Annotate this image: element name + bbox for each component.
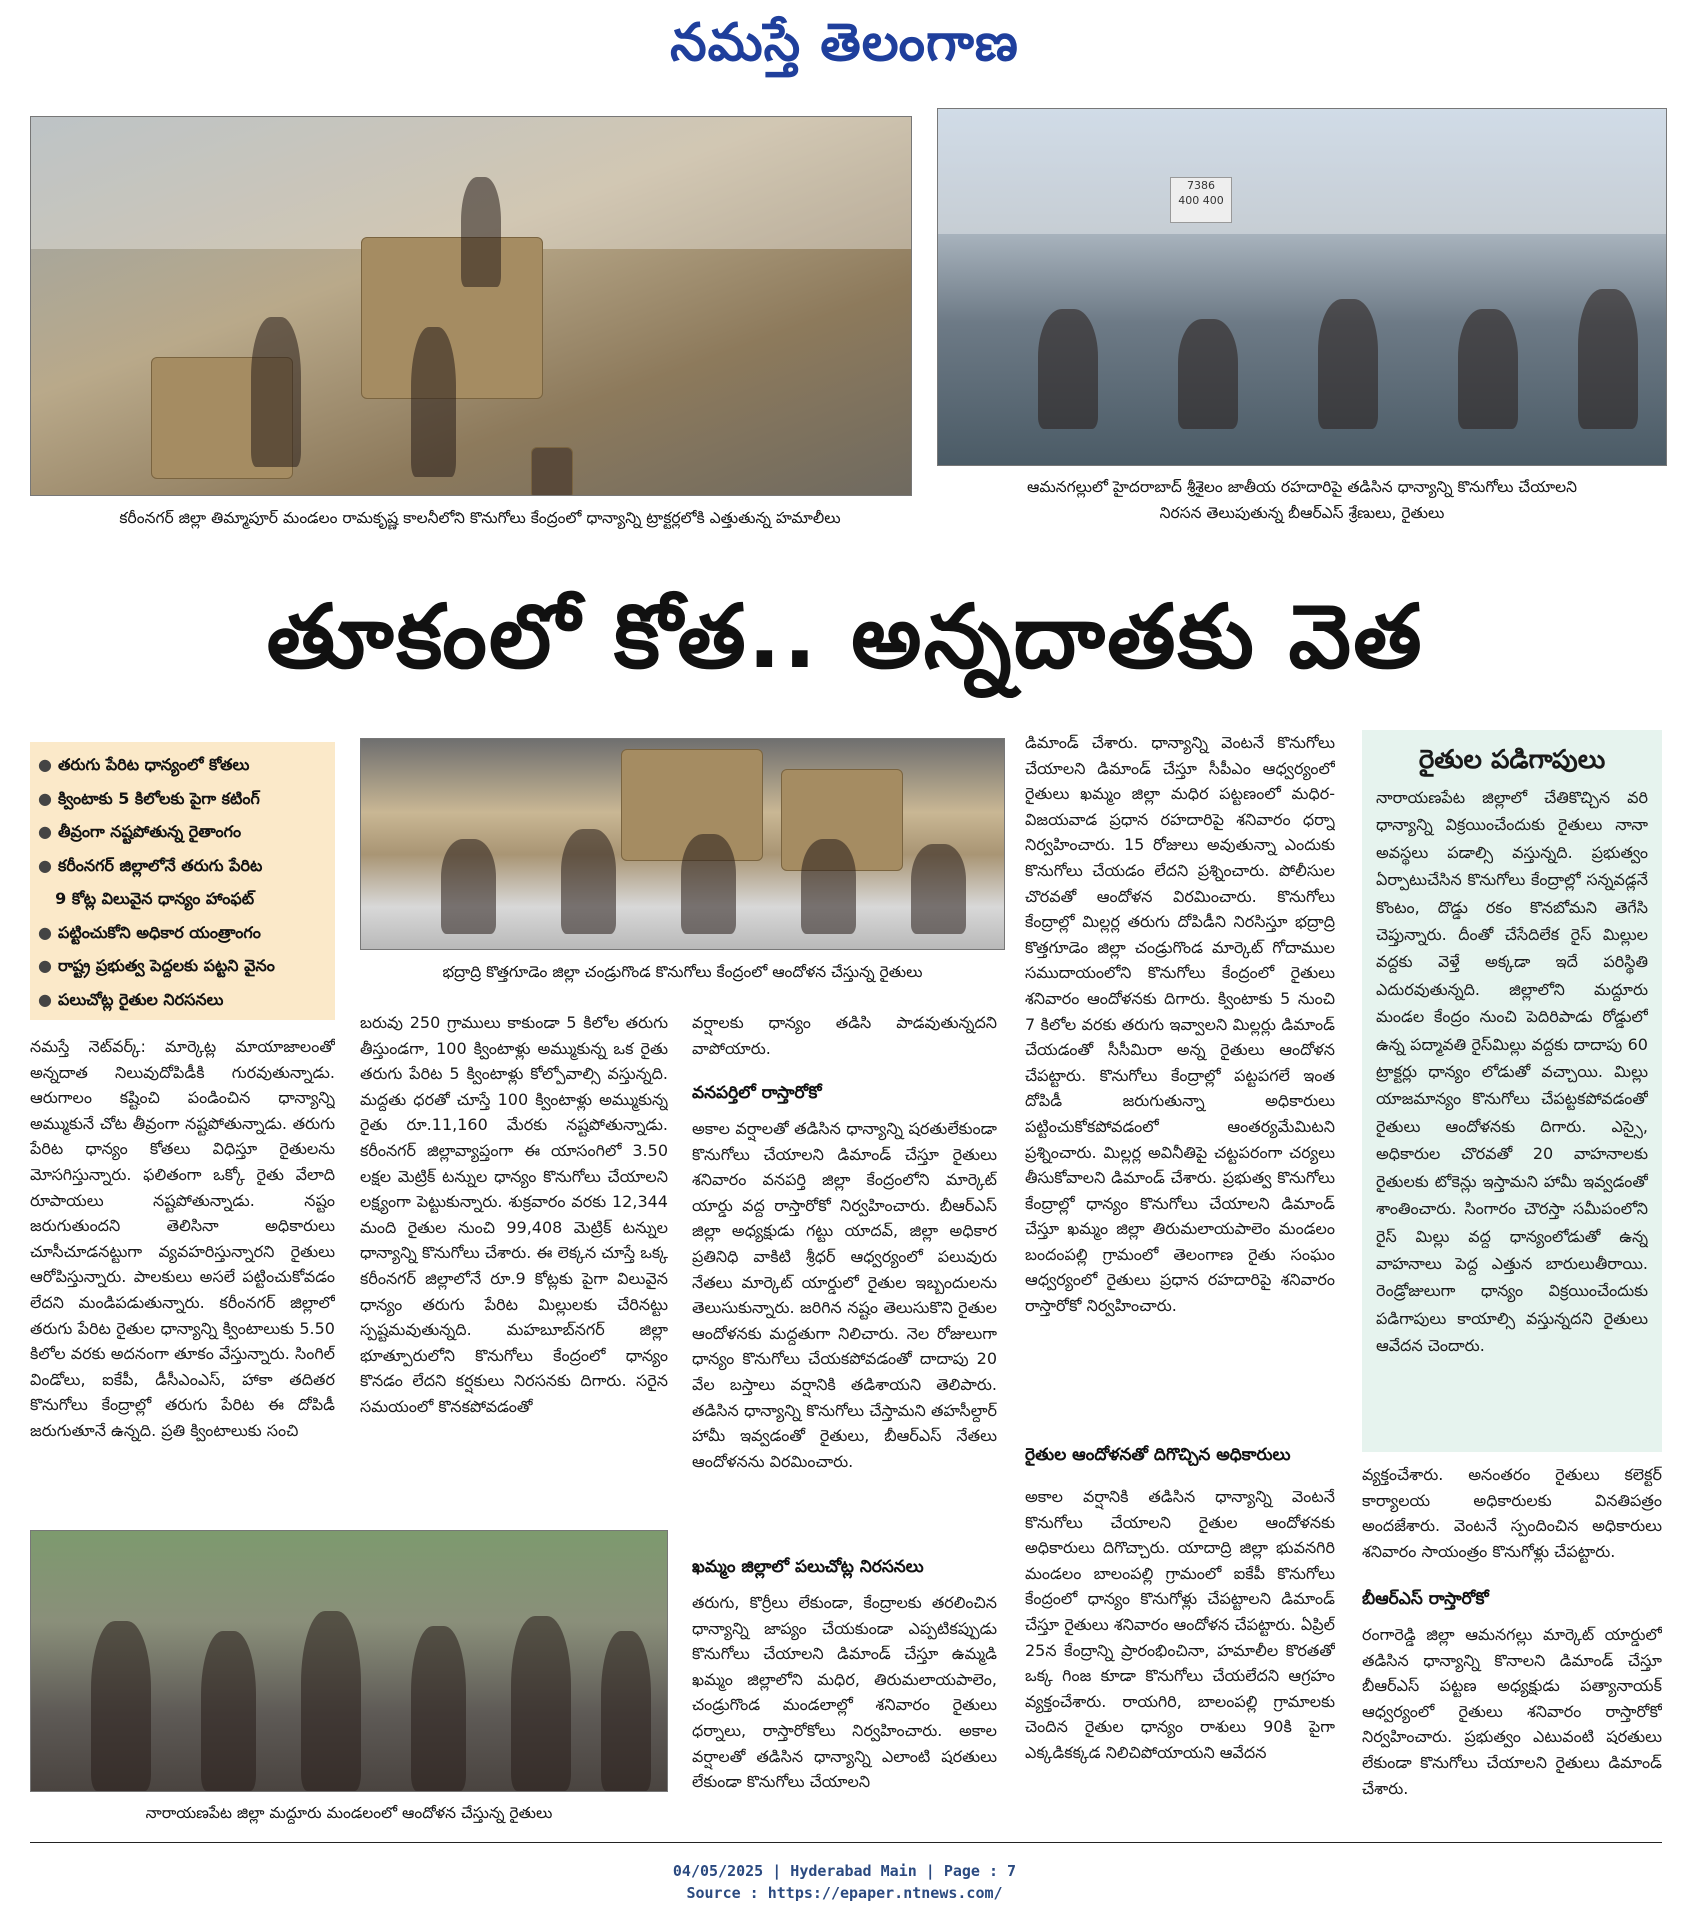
billboard-text-2: 400 400 — [1178, 194, 1224, 207]
highlight-item: ● క్వింటాకు 5 కిలోలకు పైగా కటింగ్ — [38, 788, 260, 808]
sidebar-text: నారాయణపేట జిల్లాలో చేతికొచ్చిన వరి ధాన్యాన్ని విక్రయించేందుకు రైతులు నానా అవస్థలు పడాల్సి వస్తున్నది. ప్రభుత్వం ఏర్పాటుచేసిన కొనుగోలు కేంద్రాల్లో సన్నవడ్లనే కొంటం, దొడ్డు రకం కొనబోమని తెగేసి చెప్తున్నారు. దీంతో చేసేదిలేక రైస్ మిల్లుల వద్దకు వెళ్తే అక్కడా ఇదే పరిస్థితి ఎదురవుతున్నది. జిల్లాలోని మద్దూరు మండల కేంద్రం నుంచి పెదిరిపాడు రోడ్డులో ఉన్న పద్మావతి రైస్‌మిల్లు వద్దకు దాదాపు 60 ట్రాక్టర్లు ధాన్యం లోడుతో వచ్చాయి. మిల్లు యాజమాన్యం కొనుగోలు చేపట్టకపోవడంతో రైతులు ఆందోళనకు దిగారు. ఎస్సై, అధికారుల చొరవతో 20 వాహనాలకు రైతులకు టోకెన్లు ఇస్తామని హామీ ఇవ్వడంతో శాంతించారు. సింగారం చౌరస్తా సమీపంలోని రైస్ మిల్లు వద్ద ధాన్యంలోడుతో ఉన్న వాహనాలు పెద్ద ఎత్తున బారులుతీరాయి. రెండ్రోజులుగా ధాన్యం విక్రయించేందుకు పడిగాపులు కాయాల్సి వస్తున్నదని రైతులు ఆవేదన చెందారు. — [1376, 788, 1648, 1356]
photo-caption-top-left: కరీంనగర్ జిల్లా తిమ్మాపూర్ మండలం రామకృష్ణ కాలనీలోని కొనుగోలు కేంద్రంలో ధాన్యాన్ని ట్రాక్టర్లలోకి ఎత్తుతున్న హమాలీలు — [119, 509, 841, 527]
photo-highway-protest — [937, 108, 1667, 466]
article-column-5-body: రంగారెడ్డి జిల్లా ఆమనగల్లు మార్కెట్ యార్డులో తడిసిన ధాన్యాన్ని కొనాలని డిమాండ్ చేస్తూ బీఆర్ఎస్ పట్టణ అధ్యక్షుడు పత్యానాయక్ ఆధ్వర్యంలో రైతులు శనివారం రాస్తారోకో నిర్వహించారు. ప్రభుత్వం ఎటువంటి షరతులు లేకుండా కొనుగోలు చేయాలని రైతులు డిమాండ్ చేశారు. — [1362, 1625, 1662, 1798]
article-column-3-intro: వర్షాలకు ధాన్యం తడిసి పాడవుతున్నదని వాపోయారు. — [692, 1013, 997, 1058]
highlight-item: ● తీవ్రంగా నష్టపోతున్న రైతాంగం — [38, 822, 242, 841]
article-column-2: బరువు 250 గ్రాములు కాకుండా 5 కిలోల తరుగు తీస్తుండగా, 100 క్వింటాళ్లు అమ్ముకున్న ఒక రైతు తరుగు పేరిట 5 క్వింటాళ్లు కోల్పోవాల్సి వస్తున్నది. మద్దతు ధరతో చూస్తే 100 క్వింటాళ్లు అమ్ముకున్న రైతు రూ.11,160 మేరకు నష్టపోతున్నాడు. కరీంనగర్ జిల్లావ్యాప్తంగా ఈ యాసంగిలో 3.50 లక్షల మెట్రిక్ టన్నుల ధాన్యం కొనుగోలు చేయాలని లక్ష్యంగా పెట్టుకున్నారు. శుక్రవారం వరకు 12,344 మంది రైతుల నుంచి 99,408 మెట్రిక్ టన్నుల ధాన్యాన్ని కొనుగోలు చేశారు. ఈ లెక్కన చూస్తే ఒక్క కరీంనగర్ జిల్లాలోనే రూ.9 కోట్లకు పైగా విలువైన ధాన్యం తరుగు పేరిట మిల్లులకు చేరినట్టు స్పష్టమవుతున్నది. మహబూబ్‌నగర్ జిల్లా భూత్పూరులోని కొనుగోలు కేంద్రంలో ధాన్యం కొనడం లేదని కర్షకులు నిరసనకు దిగారు. సరైన సమయంలో కొనకపోవడంతో — [360, 1013, 668, 1416]
article-column-1: నమస్తే నెట్‌వర్క్: మార్కెట్ల మాయాజాలంతో అన్నదాత నిలువుదోపిడీకి గురవుతున్నాడు. ఆరుగాలం కష్టించి పండించిన ధాన్యాన్ని అమ్ముకునే చోట తీవ్రంగా నష్టపోతున్నాడు. తరుగు పేరిట ధాన్యం కోతలు విధిస్తూ రైతులను మోసగిస్తున్నారు. ఫలితంగా ఒక్కో రైతు వేలాది రూపాయలు నష్టపోతున్నాడు. నష్టం జరుగుతుందని తెలిసినా అధికారులు చూసీచూడనట్టుగా వ్యవహరిస్తున్నారని రైతులు ఆరోపిస్తున్నారు. పాలకులు అసలే పట్టించుకోవడం లేదని మండిపడుతున్నారు. కరీంనగర్ జిల్లాలో తరుగు పేరిట రైతుల ధాన్యాన్ని క్వింటాలుకు 5.50 కిలోల వరకు అదనంగా తూకం వేస్తున్నారు. సింగిల్ విండోలు, ఐకేపీ, డీసీఎంఎస్, హాకా తదితర కొనుగోలు కేంద్రాల్లో తరుగు పేరిట ఈ దోపిడీ జరుగుతూనే ఉన్నది. ప్రతి క్వింటాలుకు సంచి — [30, 1037, 335, 1440]
subheading-officials-respond: రైతుల ఆందోళనతో దిగొచ్చిన అధికారులు — [1025, 1445, 1291, 1465]
highlight-item: ● రాష్ట్ర ప్రభుత్వ పెద్దలకు పట్టని వైనం — [38, 956, 275, 975]
article-column-3-body: అకాల వర్షాలతో తడిసిన ధాన్యాన్ని షరతులేకుండా కొనుగోలు చేయాలని డిమాండ్ చేస్తూ రైతులు శనివారం వనపర్తి జిల్లా కేంద్రంలోని మార్కెట్ యార్డు వద్ద రాస్తారోకో నిర్వహించారు. బీఆర్ఎస్ జిల్లా అధ్యక్షుడు గట్టు యాదవ్, జిల్లా అధికార ప్రతినిధి వాకిటి శ్రీధర్ ఆధ్వర్యంలో పలువురు నేతలు మార్కెట్ యార్డులో రైతుల ఇబ్బందులను తెలుసుకున్నారు. జరిగిన నష్టం తెలుసుకొని రైతుల ఆందోళనకు మద్దతుగా నిలిచారు. నెల రోజులుగా ధాన్యం కొనుగోలు చేయకపోవడంతో దాదాపు 20 వేల బస్తాలు వర్షానికి తడిశాయని తెలిపారు. తడిసిన ధాన్యాన్ని కొనుగోలు చేస్తామని తహసీల్దార్ హామీ ఇవ్వడంతో రైతులు, బీఆర్ఎస్ నేతలు ఆందోళనను విరమించారు. — [692, 1119, 997, 1471]
footer-source-link[interactable]: Source : https://epaper.ntnews.com/ — [686, 1884, 1003, 1902]
masthead: నమస్తే తెలంగాణ — [670, 12, 1019, 73]
highlight-item: ● తరుగు పేరిట ధాన్యంలో కోతలు — [38, 755, 250, 774]
highlights-box — [30, 742, 335, 1020]
photo-caption-middle: భద్రాద్రి కొత్తగూడెం జిల్లా చండ్రుగొండ కొనుగోలు కేంద్రంలో ఆందోళన చేస్తున్న రైతులు — [442, 963, 923, 981]
highlight-item: 9 కోట్ల విలువైన ధాన్యం హాంఫట్ — [55, 889, 255, 908]
highlight-item: ● పట్టించుకోని అధికార యంత్రాంగం — [38, 922, 261, 942]
sidebar-farmers-waiting — [1362, 730, 1662, 1452]
highlight-item: ● పలుచోట్ల రైతుల నిరసనలు — [38, 989, 224, 1009]
billboard-text-1: 7386 — [1187, 179, 1215, 192]
photo-hamalis-loading-tractor — [30, 116, 912, 496]
article-column-3-khammam: తరుగు, కొర్రీలు లేకుండా, కేంద్రాలకు తరలించిన ధాన్యాన్ని జాప్యం చేయకుండా ఎప్పటికప్పుడు కొనుగోలు చేయాలని డిమాండ్ చేస్తూ ఉమ్మడి ఖమ్మం జిల్లాలోని మధిర, తిరుమలాయపాలెం, చండ్రుగొండ మండలాల్లో శనివారం రైతులు ధర్నాలు, రాస్తారోకోలు నిర్వహించారు. అకాల వర్షాలతో తడిసిన ధాన్యాన్ని ఎలాంటి షరతులు లేకుండా కొనుగోలు చేయాలని — [692, 1593, 997, 1792]
footer-date-edition: 04/05/2025 | Hyderabad Main | Page : 7 — [672, 1862, 1017, 1880]
footer-divider — [30, 1842, 1662, 1843]
photo-caption-top-right-1: ఆమనగల్లులో హైదరాబాద్ శ్రీశైలం జాతీయ రహదారిపై తడిసిన ధాన్యాన్ని కొనుగోలు చేయాలని — [1027, 478, 1577, 496]
main-headline: తూకంలో కోత.. అన్నదాతకు వెత — [266, 585, 1424, 688]
subheading-brs-rastaroko: బీఆర్ఎస్ రాస్తారోకో — [1362, 1589, 1489, 1609]
photo-farmers-protest-chandrugonda — [360, 738, 1005, 950]
photo-caption-bottom: నారాయణపేట జిల్లా మద్దూరు మండలంలో ఆందోళన చేస్తున్న రైతులు — [145, 1804, 553, 1822]
sidebar-title: రైతుల పడిగాపులు — [1418, 745, 1606, 775]
photo-caption-top-right-2: నిరసన తెలుపుతున్న బీఆర్ఎస్ శ్రేణులు, రైతులు — [1159, 504, 1445, 522]
subheading-khammam: ఖమ్మం జిల్లాలో పలుచోట్ల నిరసనలు — [692, 1557, 924, 1577]
subheading-wanaparthy: వనపర్తిలో రాస్తారోకో — [692, 1083, 822, 1103]
highlight-item: ● కరీంనగర్ జిల్లాలోనే తరుగు పేరిట — [38, 855, 263, 875]
photo-narayanpet-protest — [30, 1530, 668, 1792]
article-column-4: డిమాండ్ చేశారు. ధాన్యాన్ని వెంటనే కొనుగోలు చేయాలని డిమాండ్ చేస్తూ సీపీఎం ఆధ్వర్యంలో రైతులు ఖమ్మం జిల్లా మధిర పట్టణంలో మధిర-విజయవాడ ప్రధాన రహదారిపై శనివారం ధర్నా నిర్వహించారు. 15 రోజులు అవుతున్నా ఎందుకు కొనుగోలు చేయడం లేదని ప్రశ్నించారు. పోలీసుల చొరవతో ఆందోళన విరమించారు. కొనుగోలు కేంద్రాల్లో మిల్లర్ల తరుగు దోపిడీని నిరసిస్తూ భద్రాద్రి కొత్తగూడెం జిల్లా చండ్రుగొండ మార్కెట్ గోదాముల సముదాయంలోని కొనుగోలు కేంద్రంలో రైతులు శనివారం ఆందోళనకు దిగారు. క్వింటాకు 5 నుంచి 7 కిలోల వరకు తరుగు ఇవ్వాలని మిల్లర్లు డిమాండ్ చేయడంతో సీసీమిరా అన్న రైతులు ఆందోళన చేపట్టారు. కొనుగోలు కేంద్రాల్లో పట్టపగలే ఇంత దోపిడీ జరుగుతున్నా అధికారులు పట్టించుకోకపోవడంలో ఆంతర్యమేమిటని ప్రశ్నించారు. మిల్లర్ల అవినీతిపై చట్టపరంగా చర్యలు తీసుకోవాలని డిమాండ్ చేశారు. ప్రభుత్వ కొనుగోలు కేంద్రాల్లో ధాన్యం కొనుగోలు చేయాలని డిమాండ్ చేస్తూ ఖమ్మం జిల్లా తిరుమలాయపాలెం మండలం బందంపల్లి గ్రామంలో తెలంగాణ రైతు సంఘం ఆధ్వర్యంలో రైతులు ప్రధాన రహదారిపై శనివారం రాస్తారోకో నిర్వహించారు. — [1025, 733, 1335, 1316]
article-column-4-body: అకాల వర్షానికి తడిసిన ధాన్యాన్ని వెంటనే కొనుగోలు చేయాలని రైతుల ఆందోళనకు అధికారులు దిగొచ్చారు. యాదాద్రి జిల్లా భువనగిరి మండలం బాలంపల్లి గ్రామంలో ఐకేపీ కొనుగోలు కేంద్రంలో ధాన్యం కొనుగోళ్లు చేపట్టాలని డిమాండ్ చేస్తూ రైతులు శనివారం ఆందోళన చేపట్టారు. ఏప్రిల్ 25న కేంద్రాన్ని ప్రారంభించినా, హమాలీల కొరతతో ఒక్క గింజ కూడా కొనుగోలు చేయలేదని ఆగ్రహం వ్యక్తంచేశారు. రాయగిరి, బాలంపల్లి గ్రామాలకు చెందిన రైతుల ధాన్యం రాశులు 90కి పైగా ఎక్కడికక్కడ నిలిచిపోయాయని ఆవేదన — [1025, 1487, 1335, 1762]
article-column-5: వ్యక్తంచేశారు. అనంతరం రైతులు కలెక్టర్ కార్యాలయ అధికారులకు వినతిపత్రం అందజేశారు. వెంటనే స్పందించిన అధికారులు శనివారం సాయంత్రం కొనుగోళ్లు చేపట్టారు. — [1362, 1465, 1662, 1561]
